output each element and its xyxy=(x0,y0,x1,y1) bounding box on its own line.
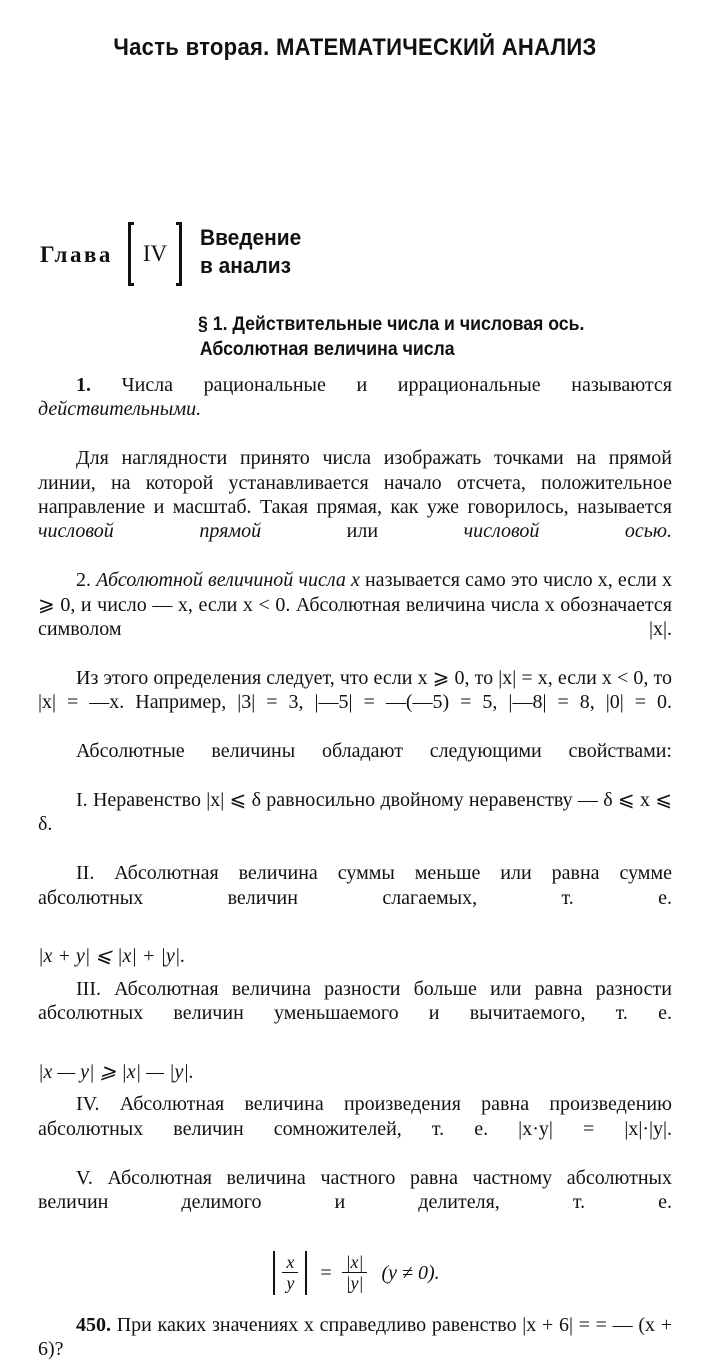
paragraph-2: Для наглядности принято числа изображать точками на прямой линии, на которой устанавливается начало отсчета, положительное направление и масштаб. Такая прямая, как уже говорилось, называется числовой прямой или числовой осью. xyxy=(38,447,672,543)
chapter-heading xyxy=(40,222,360,294)
fraction xyxy=(342,1252,368,1293)
chapter-word: Глава xyxy=(40,242,113,267)
fraction-numerator: x xyxy=(282,1252,298,1273)
term-italic: действительными. xyxy=(38,398,202,421)
fraction xyxy=(282,1252,298,1293)
term-italic: Абсолютной величиной числа x xyxy=(91,569,360,592)
problem-number: 450. xyxy=(76,1313,111,1336)
fraction-numerator: |x| xyxy=(342,1252,368,1273)
abs-bar xyxy=(273,1251,275,1295)
formula-difference: |x — y| ⩾ |x| — |y|. xyxy=(38,1060,194,1083)
paragraph-1: 1. Числа рациональные и иррациональные называются действительными. xyxy=(38,374,672,421)
property-5: V. Абсолютная величина частного равна частному абсолютных величин делимого и делителя, т. е. xyxy=(38,1166,672,1213)
property-4: IV. Абсолютная величина произведения равна произведению абсолютных величин сомножителей, т. е. |x·y| = |x|·|y|. xyxy=(38,1093,672,1140)
fraction-denominator: y xyxy=(286,1273,295,1294)
part-title: Часть вторая. МАТЕМАТИЧЕСКИЙ АНАЛИЗ xyxy=(113,34,597,61)
chapter-title-line1: Введение xyxy=(200,225,302,250)
condition: (y ≠ 0). xyxy=(381,1261,440,1284)
property-1: I. Неравенство |x| ⩽ δ равносильно двойному неравенству — δ ⩽ x ⩽ δ. xyxy=(38,788,672,836)
paragraph-5: Абсолютные величины обладают следующими свойствами: xyxy=(76,740,672,763)
fraction-denominator: |y| xyxy=(345,1273,364,1294)
paragraph-3: 2. Абсолютной величиной числа x называется само это число x, если x ⩾ 0, и число — x, если x < 0. Абсолютная величина числа x обозначается символом |x|. xyxy=(38,569,672,641)
abs-bar xyxy=(305,1251,307,1295)
property-2: II. Абсолютная величина суммы меньше или равна сумме абсолютных величин слагаемых, т. е. xyxy=(38,862,672,909)
formula-quotient xyxy=(38,1251,672,1305)
equals-sign: = xyxy=(320,1261,332,1284)
formula-sum: |x + y| ⩽ |x| + |y|. xyxy=(38,945,186,968)
item-number: 1. xyxy=(76,374,91,396)
chapter-title-line2: в анализ xyxy=(200,253,292,278)
paragraph-4: Из этого определения следует, что если x ⩾ 0, то |x| = x, если x < 0, то |x| = —x. Например, |3| = 3, |—5| = —(—5) = 5, |—8| = 8, |0| = 0. xyxy=(38,666,672,714)
term-italic: числовой осью. xyxy=(463,520,672,543)
section-heading-line2: Абсолютная величина числа xyxy=(199,339,455,360)
section-heading xyxy=(198,312,644,362)
term-italic: числовой прямой xyxy=(38,520,262,543)
chapter-title xyxy=(200,224,301,280)
body-text xyxy=(38,373,672,1362)
property-3: III. Абсолютная величина разности больше или равна разности абсолютных величин уменьшаемого и вычитаемого, т. е. xyxy=(38,977,672,1025)
chapter-number: IV xyxy=(142,241,168,266)
section-heading-line1: § 1. Действительные числа и числовая ось. xyxy=(198,314,585,335)
chapter-number-box xyxy=(128,222,182,286)
item-number: 2. xyxy=(76,569,91,592)
problem-450: 450. При каких значениях x справедливо равенство |x + 6| = = — (x + 6)? xyxy=(38,1313,672,1361)
